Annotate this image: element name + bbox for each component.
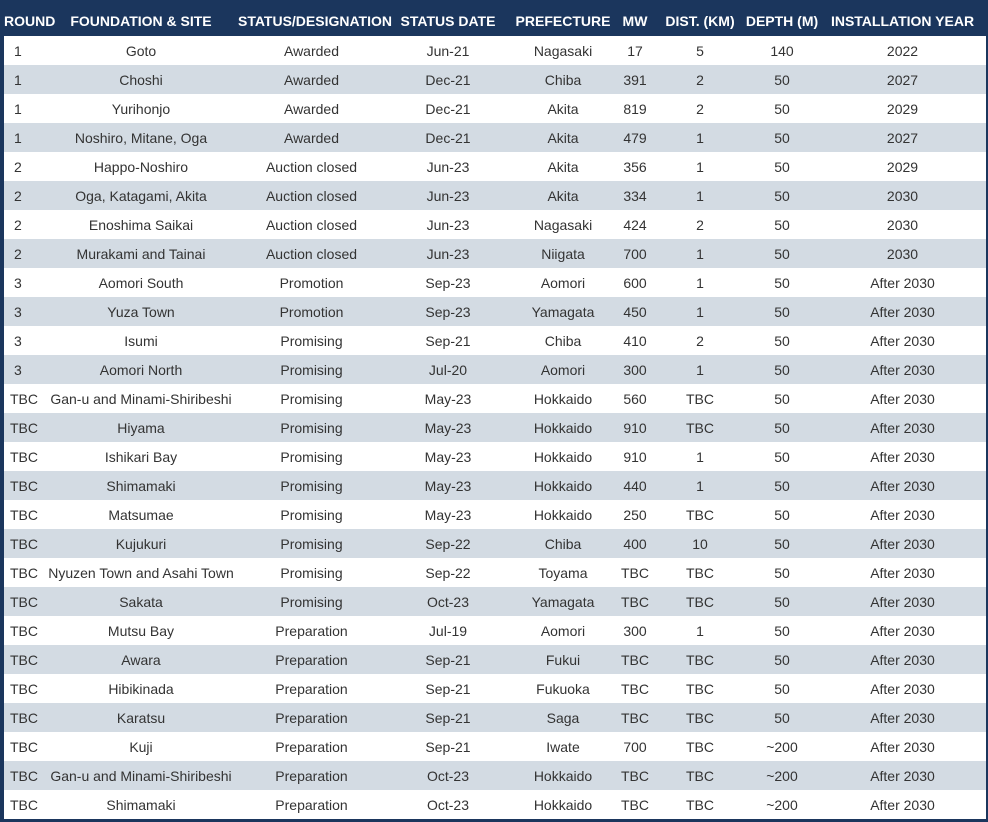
cell-status-date: Sep-22 (385, 529, 511, 558)
cell-status: Preparation (238, 616, 385, 645)
cell-distance: TBC (655, 790, 745, 819)
table-row (4, 761, 986, 790)
cell-site: Ishikari Bay (44, 442, 238, 471)
cell-depth: 50 (745, 239, 819, 268)
cell-prefecture: Hokkaido (511, 471, 615, 500)
cell-site: Isumi (44, 326, 238, 355)
cell-status-date: Sep-21 (385, 326, 511, 355)
cell-depth: ~200 (745, 761, 819, 790)
cell-status: Awarded (238, 123, 385, 152)
cell-status: Auction closed (238, 152, 385, 181)
table-row (4, 210, 986, 239)
cell-distance: 1 (655, 123, 745, 152)
cell-status-date: Dec-21 (385, 94, 511, 123)
cell-installation-year: After 2030 (819, 529, 986, 558)
cell-status: Promising (238, 326, 385, 355)
cell-status-date: May-23 (385, 384, 511, 413)
cell-mw: 700 (615, 732, 655, 761)
cell-distance: 2 (655, 94, 745, 123)
table-row (4, 413, 986, 442)
table-header (4, 6, 986, 36)
cell-status: Promising (238, 471, 385, 500)
cell-prefecture: Yamagata (511, 587, 615, 616)
cell-round: TBC (4, 732, 44, 761)
table-row (4, 326, 986, 355)
cell-prefecture: Akita (511, 181, 615, 210)
cell-round: 1 (4, 36, 44, 65)
cell-installation-year: 2027 (819, 123, 986, 152)
cell-status-date: Oct-23 (385, 587, 511, 616)
header-distance: DIST. (KM) (665, 13, 735, 29)
cell-distance: 5 (655, 36, 745, 65)
cell-depth: 50 (745, 529, 819, 558)
cell-depth: 50 (745, 210, 819, 239)
cell-round: 1 (4, 123, 44, 152)
header-status: STATUS/DESIGNATION (238, 13, 392, 29)
cell-installation-year: 2030 (819, 181, 986, 210)
cell-status: Awarded (238, 65, 385, 94)
cell-depth: 140 (745, 36, 819, 65)
cell-prefecture: Akita (511, 94, 615, 123)
table-row (4, 355, 986, 384)
cell-installation-year: After 2030 (819, 790, 986, 819)
cell-installation-year: After 2030 (819, 384, 986, 413)
cell-prefecture: Nagasaki (511, 36, 615, 65)
cell-installation-year: 2027 (819, 65, 986, 94)
cell-distance: 2 (655, 65, 745, 94)
cell-status-date: May-23 (385, 500, 511, 529)
cell-site: Noshiro, Mitane, Oga (44, 123, 238, 152)
header-status-date: STATUS DATE (400, 13, 496, 29)
cell-round: 3 (4, 268, 44, 297)
cell-round: TBC (4, 500, 44, 529)
cell-status-date: Sep-21 (385, 703, 511, 732)
cell-installation-year: 2030 (819, 239, 986, 268)
table-row (4, 442, 986, 471)
cell-mw: 910 (615, 442, 655, 471)
cell-status-date: Jun-23 (385, 210, 511, 239)
table-row (4, 587, 986, 616)
cell-status: Promising (238, 500, 385, 529)
table-row (4, 790, 986, 819)
table-body (4, 36, 986, 819)
cell-prefecture: Yamagata (511, 297, 615, 326)
cell-status: Promising (238, 558, 385, 587)
cell-status-date: Sep-22 (385, 558, 511, 587)
cell-site: Matsumae (44, 500, 238, 529)
cell-site: Nyuzen Town and Asahi Town (44, 558, 238, 587)
cell-distance: 1 (655, 239, 745, 268)
cell-mw: 600 (615, 268, 655, 297)
cell-installation-year: 2029 (819, 94, 986, 123)
cell-prefecture: Aomori (511, 268, 615, 297)
cell-status-date: Oct-23 (385, 761, 511, 790)
header-row (4, 6, 986, 36)
cell-site: Yurihonjo (44, 94, 238, 123)
cell-site: Gan-u and Minami-Shiribeshi (44, 761, 238, 790)
cell-status: Promotion (238, 268, 385, 297)
cell-round: TBC (4, 616, 44, 645)
cell-mw: 479 (615, 123, 655, 152)
cell-round: TBC (4, 674, 44, 703)
cell-prefecture: Saga (511, 703, 615, 732)
cell-mw: 560 (615, 384, 655, 413)
cell-depth: 50 (745, 355, 819, 384)
table-row (4, 123, 986, 152)
cell-status-date: Sep-23 (385, 297, 511, 326)
cell-prefecture: Akita (511, 152, 615, 181)
cell-mw: 819 (615, 94, 655, 123)
cell-mw: 400 (615, 529, 655, 558)
cell-round: 3 (4, 297, 44, 326)
header-foundation-site: FOUNDATION & SITE (70, 13, 212, 29)
cell-mw: 910 (615, 413, 655, 442)
cell-site: Choshi (44, 65, 238, 94)
cell-depth: 50 (745, 413, 819, 442)
cell-site: Enoshima Saikai (44, 210, 238, 239)
cell-depth: ~200 (745, 790, 819, 819)
cell-distance: 1 (655, 181, 745, 210)
table-row (4, 181, 986, 210)
cell-mw: 356 (615, 152, 655, 181)
cell-depth: 50 (745, 181, 819, 210)
cell-depth: 50 (745, 123, 819, 152)
cell-site: Gan-u and Minami-Shiribeshi (44, 384, 238, 413)
cell-round: 3 (4, 326, 44, 355)
cell-installation-year: 2029 (819, 152, 986, 181)
cell-distance: 2 (655, 326, 745, 355)
table-row (4, 558, 986, 587)
cell-site: Aomori North (44, 355, 238, 384)
cell-status: Preparation (238, 761, 385, 790)
cell-depth: 50 (745, 471, 819, 500)
cell-prefecture: Hokkaido (511, 761, 615, 790)
cell-mw: TBC (615, 558, 655, 587)
cell-mw: 410 (615, 326, 655, 355)
table-row (4, 384, 986, 413)
cell-site: Shimamaki (44, 471, 238, 500)
cell-status-date: Jun-23 (385, 152, 511, 181)
cell-mw: 300 (615, 616, 655, 645)
cell-distance: 1 (655, 471, 745, 500)
cell-depth: 50 (745, 268, 819, 297)
cell-distance: TBC (655, 384, 745, 413)
table-row (4, 732, 986, 761)
cell-mw: TBC (615, 674, 655, 703)
cell-site: Goto (44, 36, 238, 65)
cell-status: Promotion (238, 297, 385, 326)
cell-mw: 700 (615, 239, 655, 268)
cell-installation-year: After 2030 (819, 326, 986, 355)
cell-installation-year: After 2030 (819, 761, 986, 790)
cell-distance: 1 (655, 355, 745, 384)
cell-prefecture: Akita (511, 123, 615, 152)
cell-status-date: May-23 (385, 471, 511, 500)
cell-site: Sakata (44, 587, 238, 616)
cell-round: 2 (4, 152, 44, 181)
cell-installation-year: After 2030 (819, 442, 986, 471)
cell-prefecture: Aomori (511, 355, 615, 384)
cell-status: Preparation (238, 645, 385, 674)
cell-round: TBC (4, 703, 44, 732)
cell-installation-year: After 2030 (819, 500, 986, 529)
cell-mw: 424 (615, 210, 655, 239)
header-mw: MW (622, 13, 648, 29)
cell-status-date: Oct-23 (385, 790, 511, 819)
cell-distance: TBC (655, 413, 745, 442)
cell-prefecture: Niigata (511, 239, 615, 268)
cell-status-date: May-23 (385, 413, 511, 442)
cell-depth: 50 (745, 442, 819, 471)
cell-distance: TBC (655, 645, 745, 674)
cell-round: TBC (4, 761, 44, 790)
cell-installation-year: After 2030 (819, 558, 986, 587)
cell-prefecture: Hokkaido (511, 442, 615, 471)
cell-prefecture: Toyama (511, 558, 615, 587)
cell-distance: 1 (655, 616, 745, 645)
cell-depth: 50 (745, 500, 819, 529)
cell-status: Promising (238, 587, 385, 616)
cell-status: Promising (238, 413, 385, 442)
table-row (4, 703, 986, 732)
cell-depth: 50 (745, 616, 819, 645)
cell-round: TBC (4, 645, 44, 674)
cell-mw: TBC (615, 645, 655, 674)
cell-status-date: Jun-21 (385, 36, 511, 65)
table-row (4, 36, 986, 65)
cell-installation-year: After 2030 (819, 268, 986, 297)
cell-status: Awarded (238, 94, 385, 123)
cell-prefecture: Fukui (511, 645, 615, 674)
cell-depth: 50 (745, 326, 819, 355)
table-row (4, 500, 986, 529)
cell-depth: 50 (745, 645, 819, 674)
header-round: ROUND (4, 13, 56, 29)
cell-prefecture: Chiba (511, 326, 615, 355)
cell-status-date: Dec-21 (385, 123, 511, 152)
header-installation-year: INSTALLATION YEAR (830, 13, 975, 29)
cell-site: Kuji (44, 732, 238, 761)
cell-mw: TBC (615, 587, 655, 616)
cell-depth: 50 (745, 384, 819, 413)
cell-installation-year: After 2030 (819, 297, 986, 326)
cell-status-date: Jun-23 (385, 239, 511, 268)
cell-mw: 391 (615, 65, 655, 94)
cell-depth: 50 (745, 703, 819, 732)
cell-mw: 250 (615, 500, 655, 529)
cell-distance: 1 (655, 297, 745, 326)
cell-installation-year: After 2030 (819, 471, 986, 500)
cell-mw: 300 (615, 355, 655, 384)
cell-distance: 1 (655, 268, 745, 297)
cell-depth: 50 (745, 674, 819, 703)
cell-depth: 50 (745, 65, 819, 94)
table-row (4, 471, 986, 500)
cell-distance: 1 (655, 442, 745, 471)
cell-prefecture: Hokkaido (511, 500, 615, 529)
cell-round: TBC (4, 413, 44, 442)
cell-installation-year: After 2030 (819, 732, 986, 761)
cell-distance: TBC (655, 500, 745, 529)
cell-site: Kujukuri (44, 529, 238, 558)
cell-mw: 17 (615, 36, 655, 65)
cell-round: TBC (4, 587, 44, 616)
offshore-wind-projects-table (4, 6, 986, 819)
header-depth: DEPTH (M) (745, 13, 819, 29)
cell-round: TBC (4, 790, 44, 819)
cell-site: Hibikinada (44, 674, 238, 703)
table-row (4, 674, 986, 703)
cell-prefecture: Hokkaido (511, 413, 615, 442)
cell-distance: 2 (655, 210, 745, 239)
cell-status: Preparation (238, 732, 385, 761)
cell-distance: TBC (655, 558, 745, 587)
table-row (4, 645, 986, 674)
cell-depth: 50 (745, 152, 819, 181)
table-row (4, 152, 986, 181)
cell-installation-year: After 2030 (819, 587, 986, 616)
table-row (4, 239, 986, 268)
table-row (4, 297, 986, 326)
cell-prefecture: Aomori (511, 616, 615, 645)
cell-status: Auction closed (238, 239, 385, 268)
cell-site: Hiyama (44, 413, 238, 442)
cell-status: Promising (238, 355, 385, 384)
table-row (4, 616, 986, 645)
cell-prefecture: Chiba (511, 529, 615, 558)
cell-mw: 450 (615, 297, 655, 326)
cell-installation-year: After 2030 (819, 703, 986, 732)
cell-site: Shimamaki (44, 790, 238, 819)
cell-status: Awarded (238, 36, 385, 65)
cell-distance: TBC (655, 674, 745, 703)
cell-status-date: Sep-21 (385, 732, 511, 761)
cell-status-date: Jul-20 (385, 355, 511, 384)
cell-status: Promising (238, 442, 385, 471)
cell-round: 2 (4, 239, 44, 268)
cell-depth: 50 (745, 558, 819, 587)
cell-depth: 50 (745, 94, 819, 123)
cell-installation-year: 2030 (819, 210, 986, 239)
cell-status: Preparation (238, 703, 385, 732)
cell-round: 3 (4, 355, 44, 384)
cell-installation-year: 2022 (819, 36, 986, 65)
cell-installation-year: After 2030 (819, 674, 986, 703)
cell-round: TBC (4, 442, 44, 471)
cell-round: TBC (4, 384, 44, 413)
cell-status-date: May-23 (385, 442, 511, 471)
table-row (4, 268, 986, 297)
cell-installation-year: After 2030 (819, 645, 986, 674)
cell-site: Happo-Noshiro (44, 152, 238, 181)
cell-site: Murakami and Tainai (44, 239, 238, 268)
cell-site: Karatsu (44, 703, 238, 732)
cell-distance: TBC (655, 587, 745, 616)
table-row (4, 65, 986, 94)
cell-mw: 334 (615, 181, 655, 210)
cell-status: Preparation (238, 790, 385, 819)
cell-distance: TBC (655, 761, 745, 790)
cell-depth: ~200 (745, 732, 819, 761)
cell-status-date: Dec-21 (385, 65, 511, 94)
cell-site: Aomori South (44, 268, 238, 297)
cell-round: 2 (4, 181, 44, 210)
cell-status: Promising (238, 529, 385, 558)
cell-mw: TBC (615, 761, 655, 790)
cell-round: 2 (4, 210, 44, 239)
cell-distance: 1 (655, 152, 745, 181)
cell-depth: 50 (745, 587, 819, 616)
cell-prefecture: Nagasaki (511, 210, 615, 239)
cell-round: TBC (4, 471, 44, 500)
cell-installation-year: After 2030 (819, 616, 986, 645)
cell-prefecture: Chiba (511, 65, 615, 94)
cell-site: Oga, Katagami, Akita (44, 181, 238, 210)
cell-distance: 10 (655, 529, 745, 558)
header-prefecture: PREFECTURE (515, 13, 611, 29)
cell-status-date: Jul-19 (385, 616, 511, 645)
cell-distance: TBC (655, 703, 745, 732)
cell-site: Awara (44, 645, 238, 674)
cell-distance: TBC (655, 732, 745, 761)
cell-installation-year: After 2030 (819, 413, 986, 442)
cell-round: TBC (4, 529, 44, 558)
cell-site: Yuza Town (44, 297, 238, 326)
table-row (4, 94, 986, 123)
cell-prefecture: Fukuoka (511, 674, 615, 703)
cell-round: 1 (4, 94, 44, 123)
cell-mw: TBC (615, 790, 655, 819)
cell-round: TBC (4, 558, 44, 587)
table-row (4, 529, 986, 558)
cell-status: Preparation (238, 674, 385, 703)
cell-status: Promising (238, 384, 385, 413)
cell-status-date: Sep-21 (385, 674, 511, 703)
cell-status: Auction closed (238, 181, 385, 210)
cell-mw: 440 (615, 471, 655, 500)
cell-prefecture: Hokkaido (511, 384, 615, 413)
cell-installation-year: After 2030 (819, 355, 986, 384)
cell-status-date: Jun-23 (385, 181, 511, 210)
cell-status-date: Sep-21 (385, 645, 511, 674)
cell-status: Auction closed (238, 210, 385, 239)
cell-site: Mutsu Bay (44, 616, 238, 645)
cell-prefecture: Hokkaido (511, 790, 615, 819)
cell-round: 1 (4, 65, 44, 94)
cell-depth: 50 (745, 297, 819, 326)
cell-prefecture: Iwate (511, 732, 615, 761)
cell-mw: TBC (615, 703, 655, 732)
cell-status-date: Sep-23 (385, 268, 511, 297)
